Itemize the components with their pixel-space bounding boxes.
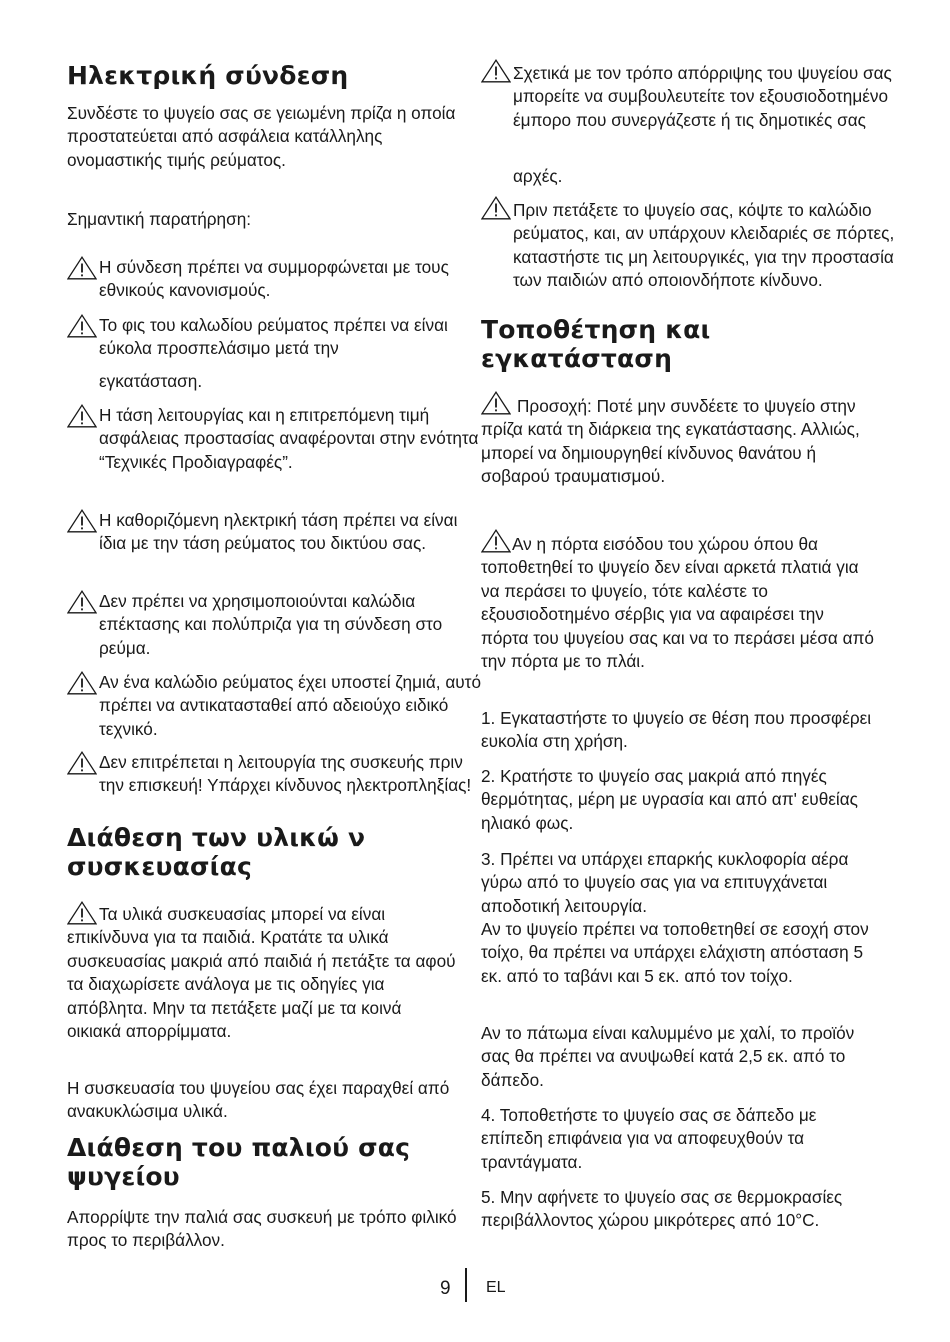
important-note-label: Σημαντική παρατήρηση:: [67, 209, 252, 229]
install-step-5: 5. Μην αφήνετε το ψυγείο σας σε θερμοκρασίες περιβάλλοντος χώρου μικρότερες από 10°C.: [481, 1187, 843, 1231]
install-step-3-recess: Αν το ψυγείο πρέπει να τοποθετηθεί σε εσοχή στον τοίχο, θα πρέπει να υπάρχει ελάχιστη απόσταση 5 εκ. από το ταβάνι και 5 εκ. από τον τοίχο.: [481, 919, 869, 986]
install-step-2: 2. Κρατήστε το ψυγείο σας μακριά από πηγές θερμότητας, μέρη με υγρασία και από απ' ευθείας ηλιακό φως.: [481, 766, 858, 833]
warning-door-width: Αν η πόρτα εισόδου του χώρου όπου θα τοποθετηθεί το ψυγείο δεν είναι αρκετά πλατιά για να περάσει το ψυγείο, τότε καλέστε το εξουσιοδοτημένο σέρβις για να αφαιρέσει την πόρτα του ψυγείου σας και να το περάσει μέσα από την πόρτα με το πλάι.: [481, 533, 876, 673]
electrical-intro-paragraph: Συνδέστε το ψυγείο σας σε γειωμένη πρίζα η οποία προστατεύεται από ασφάλεια κατάλληλης ονομαστικής τιμής ρεύματος.: [67, 103, 456, 170]
warning-triangle-icon: [481, 59, 511, 83]
warning-triangle-icon: [67, 901, 97, 925]
warning-triangle-icon: [481, 196, 511, 220]
warning-plug-accessible: Το φις του καλωδίου ρεύματος πρέπει να είναι εύκολα προσπελάσιμο μετά την: [67, 314, 489, 361]
warning-triangle-icon: [67, 256, 97, 280]
electrical-connection-heading: Ηλεκτρική σύνδεση: [67, 61, 349, 90]
installation-heading: Τοποθέτηση και εγκατάσταση: [481, 315, 711, 373]
install-step-4: 4. Τοποθετήστε το ψυγείο σας σε δάπεδο με επίπεδη επιφάνεια για να αποφευχθούν τα τραντάγματα.: [481, 1105, 817, 1172]
warning-triangle-icon: [67, 590, 97, 614]
warning-voltage-match: Η καθοριζόμενη ηλεκτρική τάση πρέπει να είναι ίδια με την τάση ρεύματος του δικτύου σας.: [67, 509, 489, 556]
install-carpet-note: Αν το πάτωμα είναι καλυμμένο με χαλί, το προϊόν σας θα πρέπει να ανυψωθεί κατά 2,5 εκ. από το δάπεδο.: [481, 1023, 855, 1090]
warning-packaging-dangerous: Τα υλικά συσκευασίας μπορεί να είναι επικίνδυνα για τα παιδιά. Κρατάτε τα υλικά συσκευασίας μακριά από παιδιά ή πετάξτε τα αφού τα διαχωρίσετε ανάλογα με τις οδηγίες για απόβλητα. Μην τα πετάξετε μαζί με τα κοινά οικιακά απορρίμματα.: [67, 903, 457, 1043]
old-fridge-disposal-heading: Διάθεση του παλιού σας ψυγείου: [67, 1133, 411, 1191]
warning-disposal-consult: Σχετικά με τον τρόπο απόρριψης του ψυγείου σας μπορείτε να συμβουλευτείτε τον εξουσιοδοτημένο έμπορο που συνεργάζεστε ή τις δημοτικές σας: [481, 62, 908, 132]
old-fridge-paragraph: Απορρίψτε την παλιά σας συσκευή με τρόπο φιλικό προς το περιβάλλον.: [67, 1207, 457, 1251]
warning-damaged-cable: Αν ένα καλώδιο ρεύματος έχει υποστεί ζημιά, αυτό πρέπει να αντικατασταθεί από αδειούχο ειδικό τεχνικό.: [67, 671, 489, 741]
disposal-warning-continuation: αρχές.: [513, 166, 563, 186]
packaging-recyclable-paragraph: Η συσκευασία του ψυγείου σας έχει παραχθεί από ανακυκλώσιμα υλικά.: [67, 1078, 450, 1122]
warning-triangle-icon: [67, 404, 97, 428]
warning-triangle-icon: [481, 391, 511, 415]
page-number: 9: [440, 1278, 451, 1299]
warning-operating-voltage: Η τάση λειτουργίας και η επιτρεπόμενη τιμή ασφάλειας προστασίας αναφέρονται στην ενότητα “Τεχνικές Προδιαγραφές”.: [67, 404, 489, 474]
packaging-disposal-heading: Διάθεση των υλικώ ν συσκευασίας: [67, 823, 366, 881]
warning-triangle-icon: [481, 529, 511, 553]
warning-triangle-icon: [67, 314, 97, 338]
install-step-1: 1. Εγκαταστήστε το ψυγείο σε θέση που προσφέρει ευκολία στη χρήση.: [481, 708, 872, 752]
install-step-3: 3. Πρέπει να υπάρχει επαρκής κυκλοφορία αέρα γύρω από το ψυγείο σας για να επιτυγχάνεται αποδοτική λειτουργία.: [481, 849, 849, 916]
plug-warning-continuation: εγκατάσταση.: [99, 371, 203, 391]
warning-triangle-icon: [67, 509, 97, 533]
warning-no-operation-before-repair: Δεν επιτρέπεται η λειτουργία της συσκευής πριν την επισκευή! Υπάρχει κίνδυνος ηλεκτροπληξίας!: [67, 751, 489, 798]
footer-divider: [465, 1268, 467, 1302]
warning-triangle-icon: [67, 671, 97, 695]
warning-cut-cable: Πριν πετάξετε το ψυγείο σας, κόψτε το καλώδιο ρεύματος, και, αν υπάρχουν κλειδαριές σε πόρτες, καταστήστε τις μη λειτουργικές, για την προστασία των παιδιών από οποιονδήποτε κίνδυνο.: [481, 199, 908, 293]
warning-triangle-icon: [67, 751, 97, 775]
warning-caution-installation: Προσοχή: Ποτέ μην συνδέετε το ψυγείο στην πρίζα κατά τη διάρκεια της εγκατάστασης. Αλλιώς, μπορεί να δημιουργηθεί κίνδυνος θανάτου ή σοβαρού τραυματισμού.: [481, 395, 876, 489]
warning-national-regulations: Η σύνδεση πρέπει να συμμορφώνεται με τους εθνικούς κανονισμούς.: [67, 256, 489, 303]
language-code: EL: [486, 1279, 506, 1296]
warning-no-extension-cables: Δεν πρέπει να χρησιμοποιούνται καλώδια επέκτασης και πολύπριζα για τη σύνδεση στο ρεύμα.: [67, 590, 489, 660]
